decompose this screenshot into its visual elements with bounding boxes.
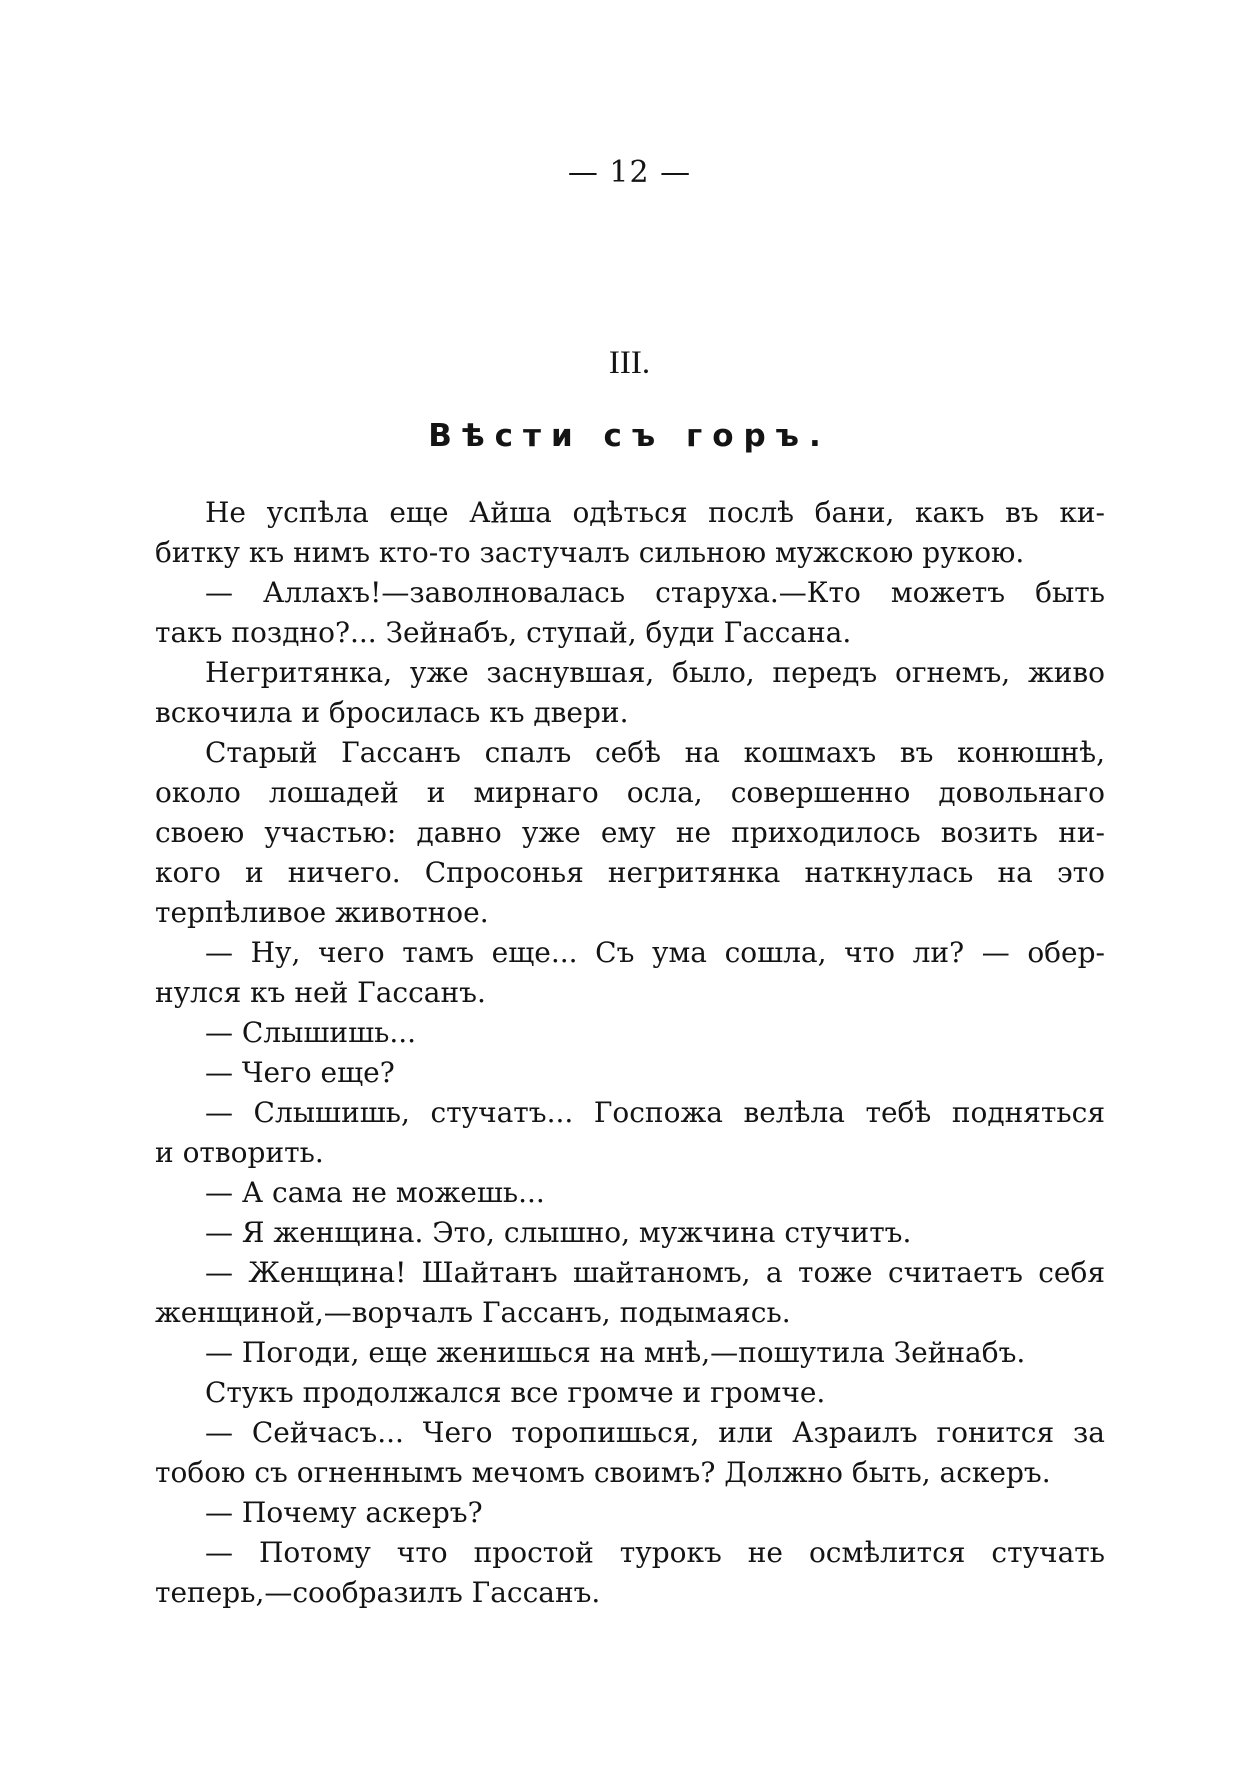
text-line: — Я женщина. Это, слышно, мужчина стучитъ. [205,1216,912,1249]
text-line: своею участью: давно уже ему не приходилось возить ни- [155,816,1105,849]
body-text [155,493,1105,1613]
text-line: — Слышишь... [205,1016,417,1049]
text-line: — Погоди, еще женишься на мнѣ,—пошутила Зейнабъ. [205,1336,1026,1369]
text-line: вскочила и бросилась къ двери. [155,696,629,729]
chapter-title: Вѣсти съ горъ. [428,418,831,454]
chapter-numeral: III. [608,345,651,381]
text-line: тобою съ огненнымъ мечомъ своимъ? Должно быть, аскеръ. [155,1456,1051,1489]
text-line: — Почему аскеръ? [205,1496,483,1529]
text-line: Стукъ продолжался все громче и громче. [205,1376,826,1409]
text-line: около лошадей и мирнаго осла, совершенно довольнаго [155,776,1105,809]
text-line: женщиной,—ворчалъ Гассанъ, подымаясь. [155,1296,791,1329]
text-line: — Ну, чего тамъ еще... Съ ума сошла, что ли? — обер- [205,936,1105,969]
text-line: Негритянка, уже заснувшая, было, передъ огнемъ, живо [205,656,1105,689]
page-number: — 12 — [567,155,692,190]
text-line: — Сейчасъ... Чего торопишься, или Азраилъ гонится за [205,1416,1105,1449]
text-line: — Потому что простой турокъ не осмѣлится стучать [205,1536,1105,1569]
text-line: Старый Гассанъ спалъ себѣ на кошмахъ въ конюшнѣ, [205,736,1105,769]
text-line: такъ поздно?... Зейнабъ, ступай, буди Гассана. [155,616,852,649]
text-line: терпѣливое животное. [155,896,489,929]
text-line: Не успѣла еще Айша одѣться послѣ бани, какъ въ ки- [205,496,1105,529]
text-line: — А сама не можешь... [205,1176,545,1209]
text-line: теперь,—сообразилъ Гассанъ. [155,1576,601,1609]
text-line: нулся къ ней Гассанъ. [155,976,486,1009]
text-line: — Чего еще? [205,1056,395,1089]
text-line: — Женщина! Шайтанъ шайтаномъ, а тоже считаетъ себя [205,1256,1105,1289]
text-line: — Слышишь, стучатъ... Госпожа велѣла тебѣ подняться [205,1096,1105,1129]
text-line: битку къ нимъ кто-то застучалъ сильною мужскою рукою. [155,536,1025,569]
text-line: кого и ничего. Спросонья негритянка наткнулась на это [155,856,1105,889]
text-line: — Аллахъ!—заволновалась старуха.—Кто можетъ быть [205,576,1105,609]
text-line: и отворить. [155,1136,324,1169]
